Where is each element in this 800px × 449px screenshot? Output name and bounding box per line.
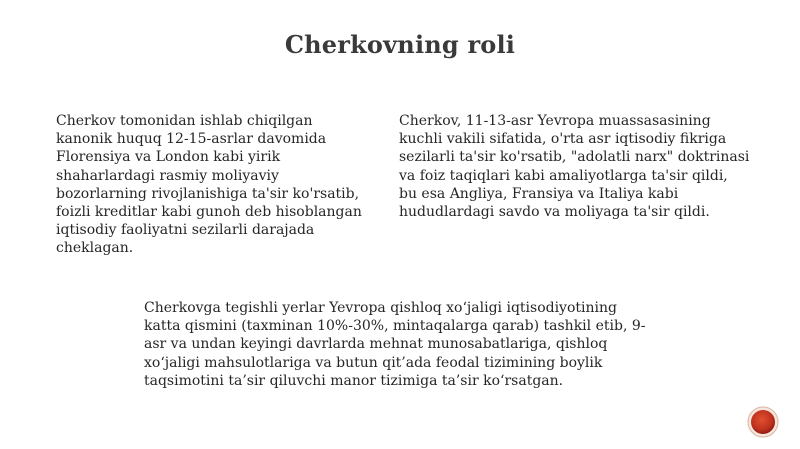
nav-circle-button[interactable] — [747, 406, 779, 438]
slide-title: Cherkovning roli — [284, 30, 516, 59]
paragraph-left: Cherkov tomonidan ishlab chiqilgan kanonik huquq 12-15-asrlar davomida Florensiya va London kabi yirik shaharlardagi rasmiy moliyaviy bozorlarning rivojlanishiga ta'sir ko'rsatib, foizli kreditlar kabi gunoh deb hisoblangan iqtisodiy faoliyatni sezilarli darajada cheklagan. — [56, 113, 362, 257]
paragraph-bottom: Cherkovga tegishli yerlar Yevropa qishloq xo‘jaligi iqtisodiyotining katta qismini (taxminan 10%-30%, mintaqalarga qarab) tashkil etib, 9- asr va undan keyingi davrlarda mehnat munosabatlariga, qishloq xo‘jaligi mahsulotlariga va butun qit’ada feodal tizimining boylik taqsimotini ta’sir qiluvchi manor tizimiga ta’sir ko‘rsatgan. — [144, 300, 646, 389]
paragraph-right: Cherkov, 11-13-asr Yevropa muassasasining kuchli vakili sifatida, o'rta asr iqtisodiy fikriga sezilarli ta'sir ko'rsatib, "adolatli narx" doktrinasi va foiz taqiqlari kabi amaliyotlarga ta'sir qildi, bu esa Angliya, Fransiya va Italiya kabi hududlardagi savdo va moliyaga ta'sir qildi. — [399, 113, 750, 221]
circle-button-icon — [747, 406, 779, 438]
